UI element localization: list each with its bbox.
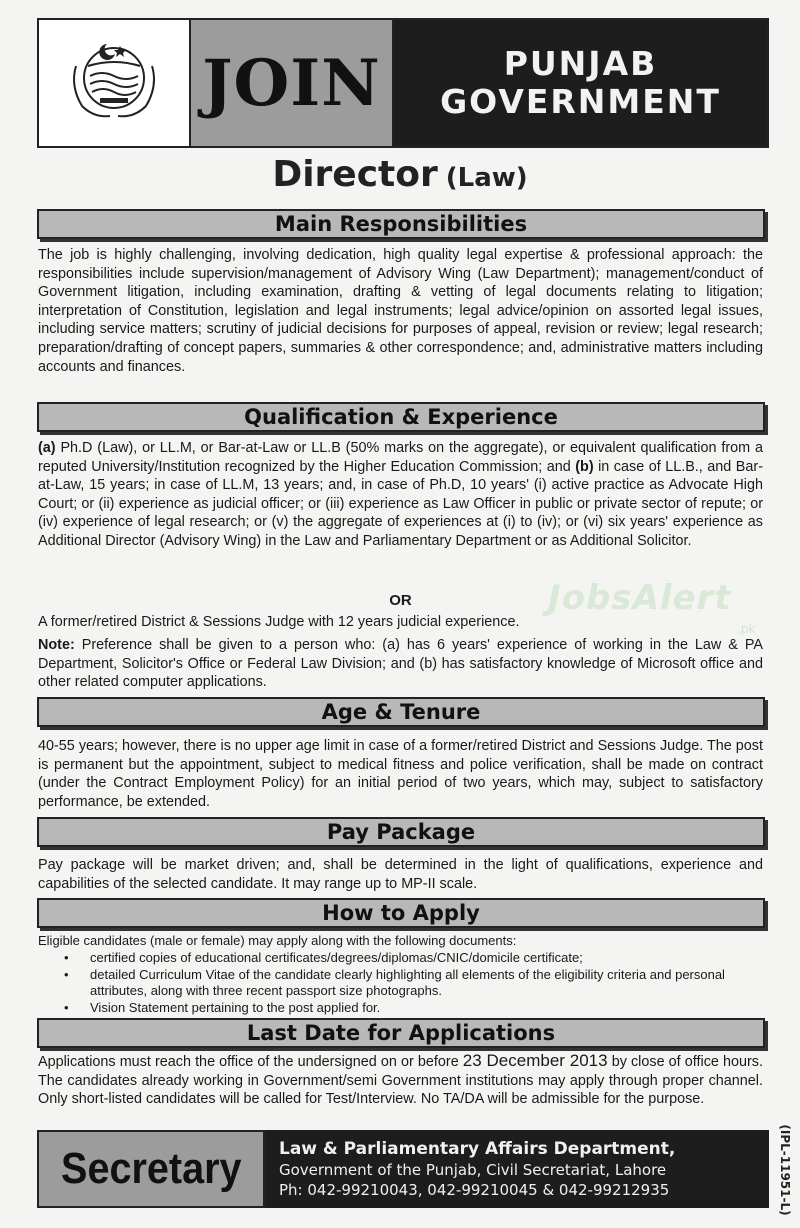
secretary-label: Secretary [60, 1144, 242, 1193]
last-date-text [38, 1052, 763, 1109]
qualification-b-label: (b) [575, 458, 594, 475]
qualification-a-label: (a) [38, 440, 56, 456]
government-line-1: PUNJAB [503, 44, 658, 83]
watermark-suffix: .pk [737, 622, 756, 636]
reference-number [775, 1120, 795, 1220]
section-heading-pay [37, 817, 765, 847]
apply-intro: Eligible candidates (male or female) may apply along with the following documents: [38, 933, 517, 948]
join-heading: JOIN [202, 45, 381, 121]
section-heading-last-date [37, 1018, 765, 1048]
government-line-2: GOVERNMENT [440, 82, 721, 121]
note-text: Preference shall be given to a person who: (a) has 6 years' experience of working in the Law & PA Department, Solicitor's Office or Federal Law Division; and (b) has satisfactory knowledge of Microsoft office and other related computer applications. [38, 637, 763, 691]
watermark: JobsAlert [548, 578, 732, 618]
section-heading-qualification [37, 402, 765, 432]
list-item [40, 950, 765, 967]
list-item [40, 1000, 765, 1017]
alternate-qualification: A former/retired District & Sessions Judge with 12 years judicial experience. [38, 614, 520, 630]
job-title-sub: (Law) [445, 163, 528, 193]
last-date-text-after: by close of office hours. The candidates already working in Government/semi Government institutions may apply through proper channel. Only short-listed candidates will be called for Test/Interview. No TA/DA will be admissible for the purpose. [38, 1054, 763, 1108]
department-box [265, 1130, 769, 1208]
section-heading-text: Main Responsibilities [274, 212, 528, 236]
list-item-text: detailed Curriculum Vitae of the candidate clearly highlighting all elements of the eligibility criteria and personal attributes, along with three recent passport size photographs. [90, 966, 725, 998]
department-phones: Ph: 042-99210043, 042-99210045 & 042-99212935 [279, 1181, 670, 1199]
documents-list [40, 950, 765, 1016]
section-heading-text: Age & Tenure [321, 700, 481, 724]
logo-box [39, 20, 191, 146]
department-name: Law & Parliamentary Affairs Department, [279, 1139, 676, 1159]
section-heading-text: Pay Package [326, 820, 476, 844]
job-title [0, 154, 800, 195]
list-item-text: certified copies of educational certificates/degrees/diplomas/CNIC/domicile certificate; [90, 950, 583, 965]
government-box [394, 20, 767, 146]
qualification-b-text: in case of LL.B., and Bar-at-Law, 15 years; in case of LL.M, 13 years; and, in case of Ph.D, 10 years' (i) active practice as Advocate High Court; or (ii) experience as judicial officer; or (iii) experience as Law Officer in public or private sector of repute; or (iv) experience of legal research; or (v) the aggregate of experiences at (i) to (iv); or (vi) six years' experience as Additional Director (Advisory Wing) in the Law and Parliamentary Department or as Additional Solicitor. [38, 458, 763, 549]
bullet-icon: • [64, 966, 69, 982]
section-heading-text: Qualification & Experience [244, 405, 558, 429]
bullet-icon: • [64, 950, 69, 965]
department-address: Government of the Punjab, Civil Secretariat, Lahore [279, 1161, 667, 1179]
section-heading-text: How to Apply [322, 901, 480, 925]
section-heading-apply [37, 898, 765, 928]
secretary-box [37, 1130, 265, 1208]
header-banner [37, 18, 769, 148]
preference-note [38, 636, 763, 692]
list-item-text: Vision Statement pertaining to the post applied for. [90, 999, 381, 1015]
section-heading-text: Last Date for Applications [246, 1021, 556, 1045]
punjab-emblem-icon [64, 36, 164, 130]
section-heading-age [37, 697, 765, 727]
last-date-text-before: Applications must reach the office of the undersigned on or before [38, 1054, 463, 1070]
or-separator: OR [389, 592, 412, 609]
join-box [191, 20, 394, 146]
section-heading-responsibilities [37, 209, 765, 239]
pay-text: Pay package will be market driven; and, shall be determined in the light of qualifications, experience and capabilities of the selected candidate. It may range up to MP-II scale. [38, 857, 763, 892]
qualification-text [38, 439, 763, 551]
list-item [40, 967, 765, 1000]
age-text: 40-55 years; however, there is no upper age limit in case of a former/retired District and Sessions Judge. The post is permanent but the appointment, subject to medical fitness and police verification, shall be made on contract (under the Contract Employment Policy) for an initial period of two years, which may, subject to satisfactory performance, be extended. [38, 738, 763, 810]
responsibilities-text: The job is highly challenging, involving dedication, high quality legal expertise & professional approach: the responsibilities include supervision/management of Advisory Wing (Law Department); management/conduct of Government litigation, including examination, drafting & vetting of legal documents relating to litigation; interpretation of Constitution, legislation and legal instruments; legal advice/opinion on assorted legal issues, including service matters; scrutiny of judicial decisions for purposes of appeal, revision or review; legal research; preparation/drafting of concept papers, summaries & other correspondence; and, administrative matters including accounts and finances. [38, 247, 763, 375]
reference-text: (IPL-11951-L) [778, 1124, 792, 1216]
job-title-main: Director [272, 154, 438, 195]
footer-banner [37, 1130, 769, 1208]
note-label: Note: [38, 637, 75, 653]
qualification-a-text: Ph.D (Law), or LL.M, or Bar-at-Law or LL.B (50% marks on the aggregate), or equivalent qualification from a reputed University/Institution recognized by the Higher Education Commission; and [38, 440, 763, 475]
deadline-date: 23 December 2013 [462, 1051, 608, 1070]
bullet-icon: • [64, 999, 69, 1015]
